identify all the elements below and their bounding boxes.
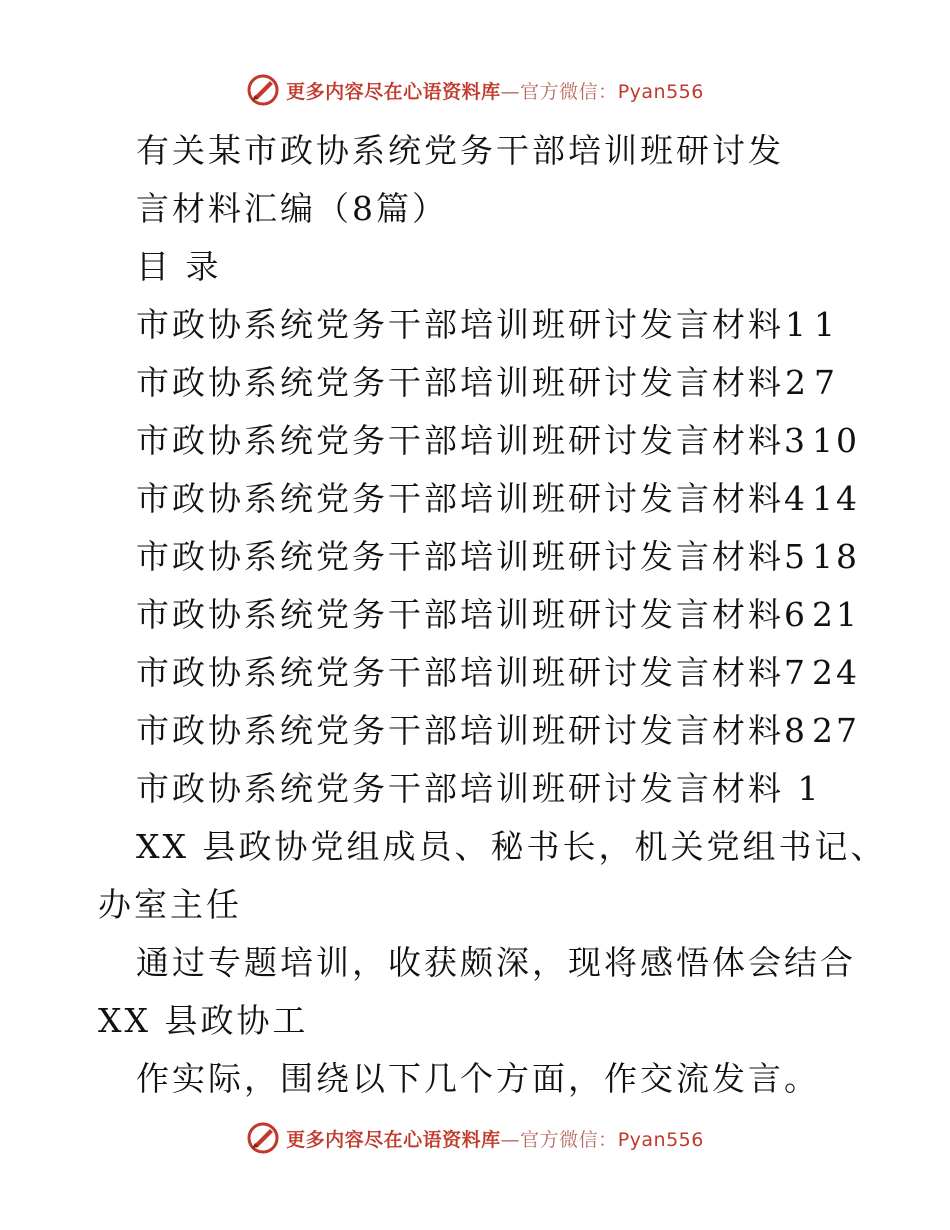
body-paragraph: 通过专题培训，收获颇深，现将感悟体会结合 [136,943,856,982]
table-of-contents [98,296,860,760]
toc-heading: 目 录 [136,247,222,286]
footer-watermark [0,1118,950,1158]
document-title-continued: 言材料汇编（8篇） [136,189,448,228]
author-line: XX 县政协党组成员、秘书长，机关党组书记、 [136,827,887,866]
document-body [98,122,887,1108]
toc-entry[interactable]: 市政协系统党务干部培训班研讨发言材料 2 7 [136,363,838,402]
body-paragraph-continued: XX 县政协工 [98,1001,309,1040]
watermark-text: 更多内容尽在心语资料库—官方微信：Pyan556 [286,1128,704,1151]
toc-entry[interactable]: 市政协系统党务干部培训班研讨发言材料 5 18 [136,537,860,576]
toc-entry[interactable]: 市政协系统党务干部培训班研讨发言材料 7 24 [136,653,860,692]
watermark-text: 更多内容尽在心语资料库—官方微信：Pyan556 [286,80,704,103]
body-paragraph-line3: 作实际，围绕以下几个方面，作交流发言。 [136,1059,820,1098]
author-line-continued: 办室主任 [98,885,242,924]
toc-entry[interactable]: 市政协系统党务干部培训班研讨发言材料 4 14 [136,479,860,518]
section-heading: 市政协系统党务干部培训班研讨发言材料 1 [136,769,822,808]
pen-logo-icon [246,1121,280,1155]
pen-logo-icon [246,73,280,107]
toc-entry[interactable]: 市政协系统党务干部培训班研讨发言材料 1 1 [136,305,838,344]
toc-entry[interactable]: 市政协系统党务干部培训班研讨发言材料 3 10 [136,421,860,460]
document-title: 有关某市政协系统党务干部培训班研讨发 [136,131,784,170]
header-watermark [0,70,950,110]
toc-entry[interactable]: 市政协系统党务干部培训班研讨发言材料 6 21 [136,595,860,634]
toc-entry[interactable]: 市政协系统党务干部培训班研讨发言材料 8 27 [136,711,860,750]
